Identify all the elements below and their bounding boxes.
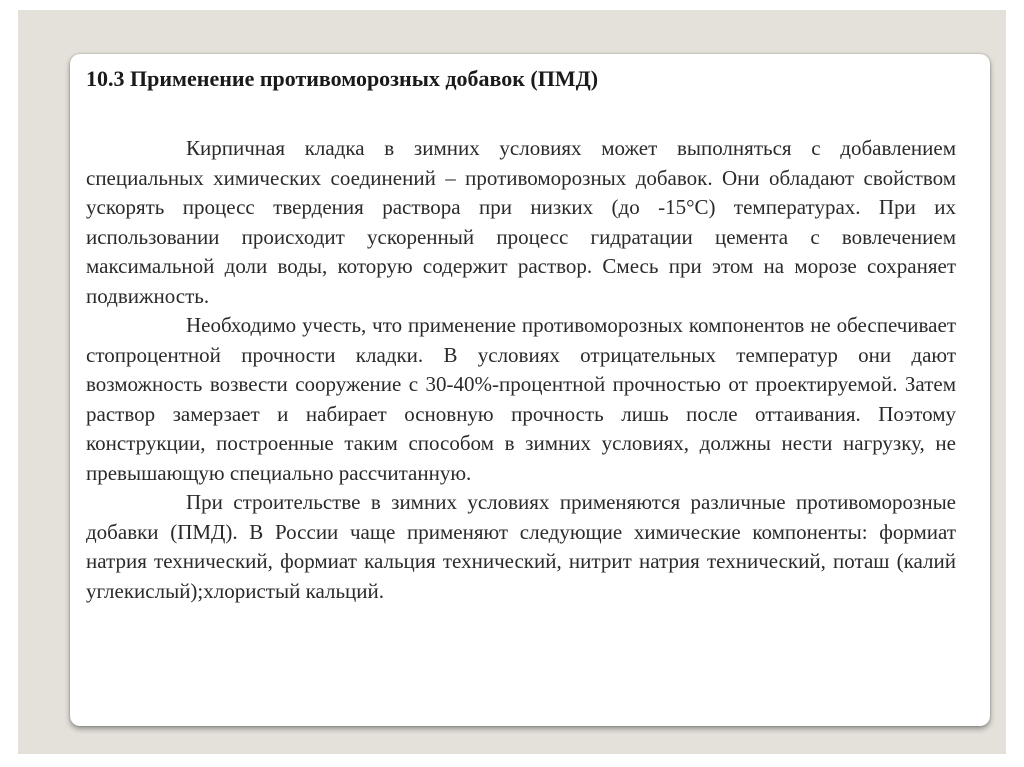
slide-title: 10.3 Применение противоморозных добавок (ПМД) [86, 66, 599, 91]
paragraph-3: При строительстве в зимних условиях применяются различные противоморозные добавки (ПМД). В России чаще применяют следующие химические компоненты: формиат натрия технический, формиат кальция технический, нитрит натрия технический, поташ (калий углекислый);хлористый кальций. [86, 490, 956, 603]
slide-body [86, 134, 956, 606]
slide-background-frame [18, 10, 1006, 754]
paragraph-2: Необходимо учесть, что применение противоморозных компонентов не обеспечивает стопроцентной прочности кладки. В условиях отрицательных температур они дают возможность возвести сооружение с 30-40%-процентной прочностью от проектируемой. Затем раствор замерзает и набирает основную прочность лишь после оттаивания. Поэтому конструкции, построенные таким способом в зимних условиях, должны нести нагрузку, не превышающую специально рассчитанную. [86, 313, 956, 485]
paragraph-1: Кирпичная кладка в зимних условиях может выполняться с добавлением специальных химических соединений – противоморозных добавок. Они обладают свойством ускорять процесс твердения раствора при низких (до -15°С) температурах. При их использовании происходит ускоренный процесс гидратации цемента с вовлечением максимальной доли воды, которую содержит раствор. Смесь при этом на морозе сохраняет подвижность. [86, 136, 956, 308]
slide-card [70, 54, 990, 726]
